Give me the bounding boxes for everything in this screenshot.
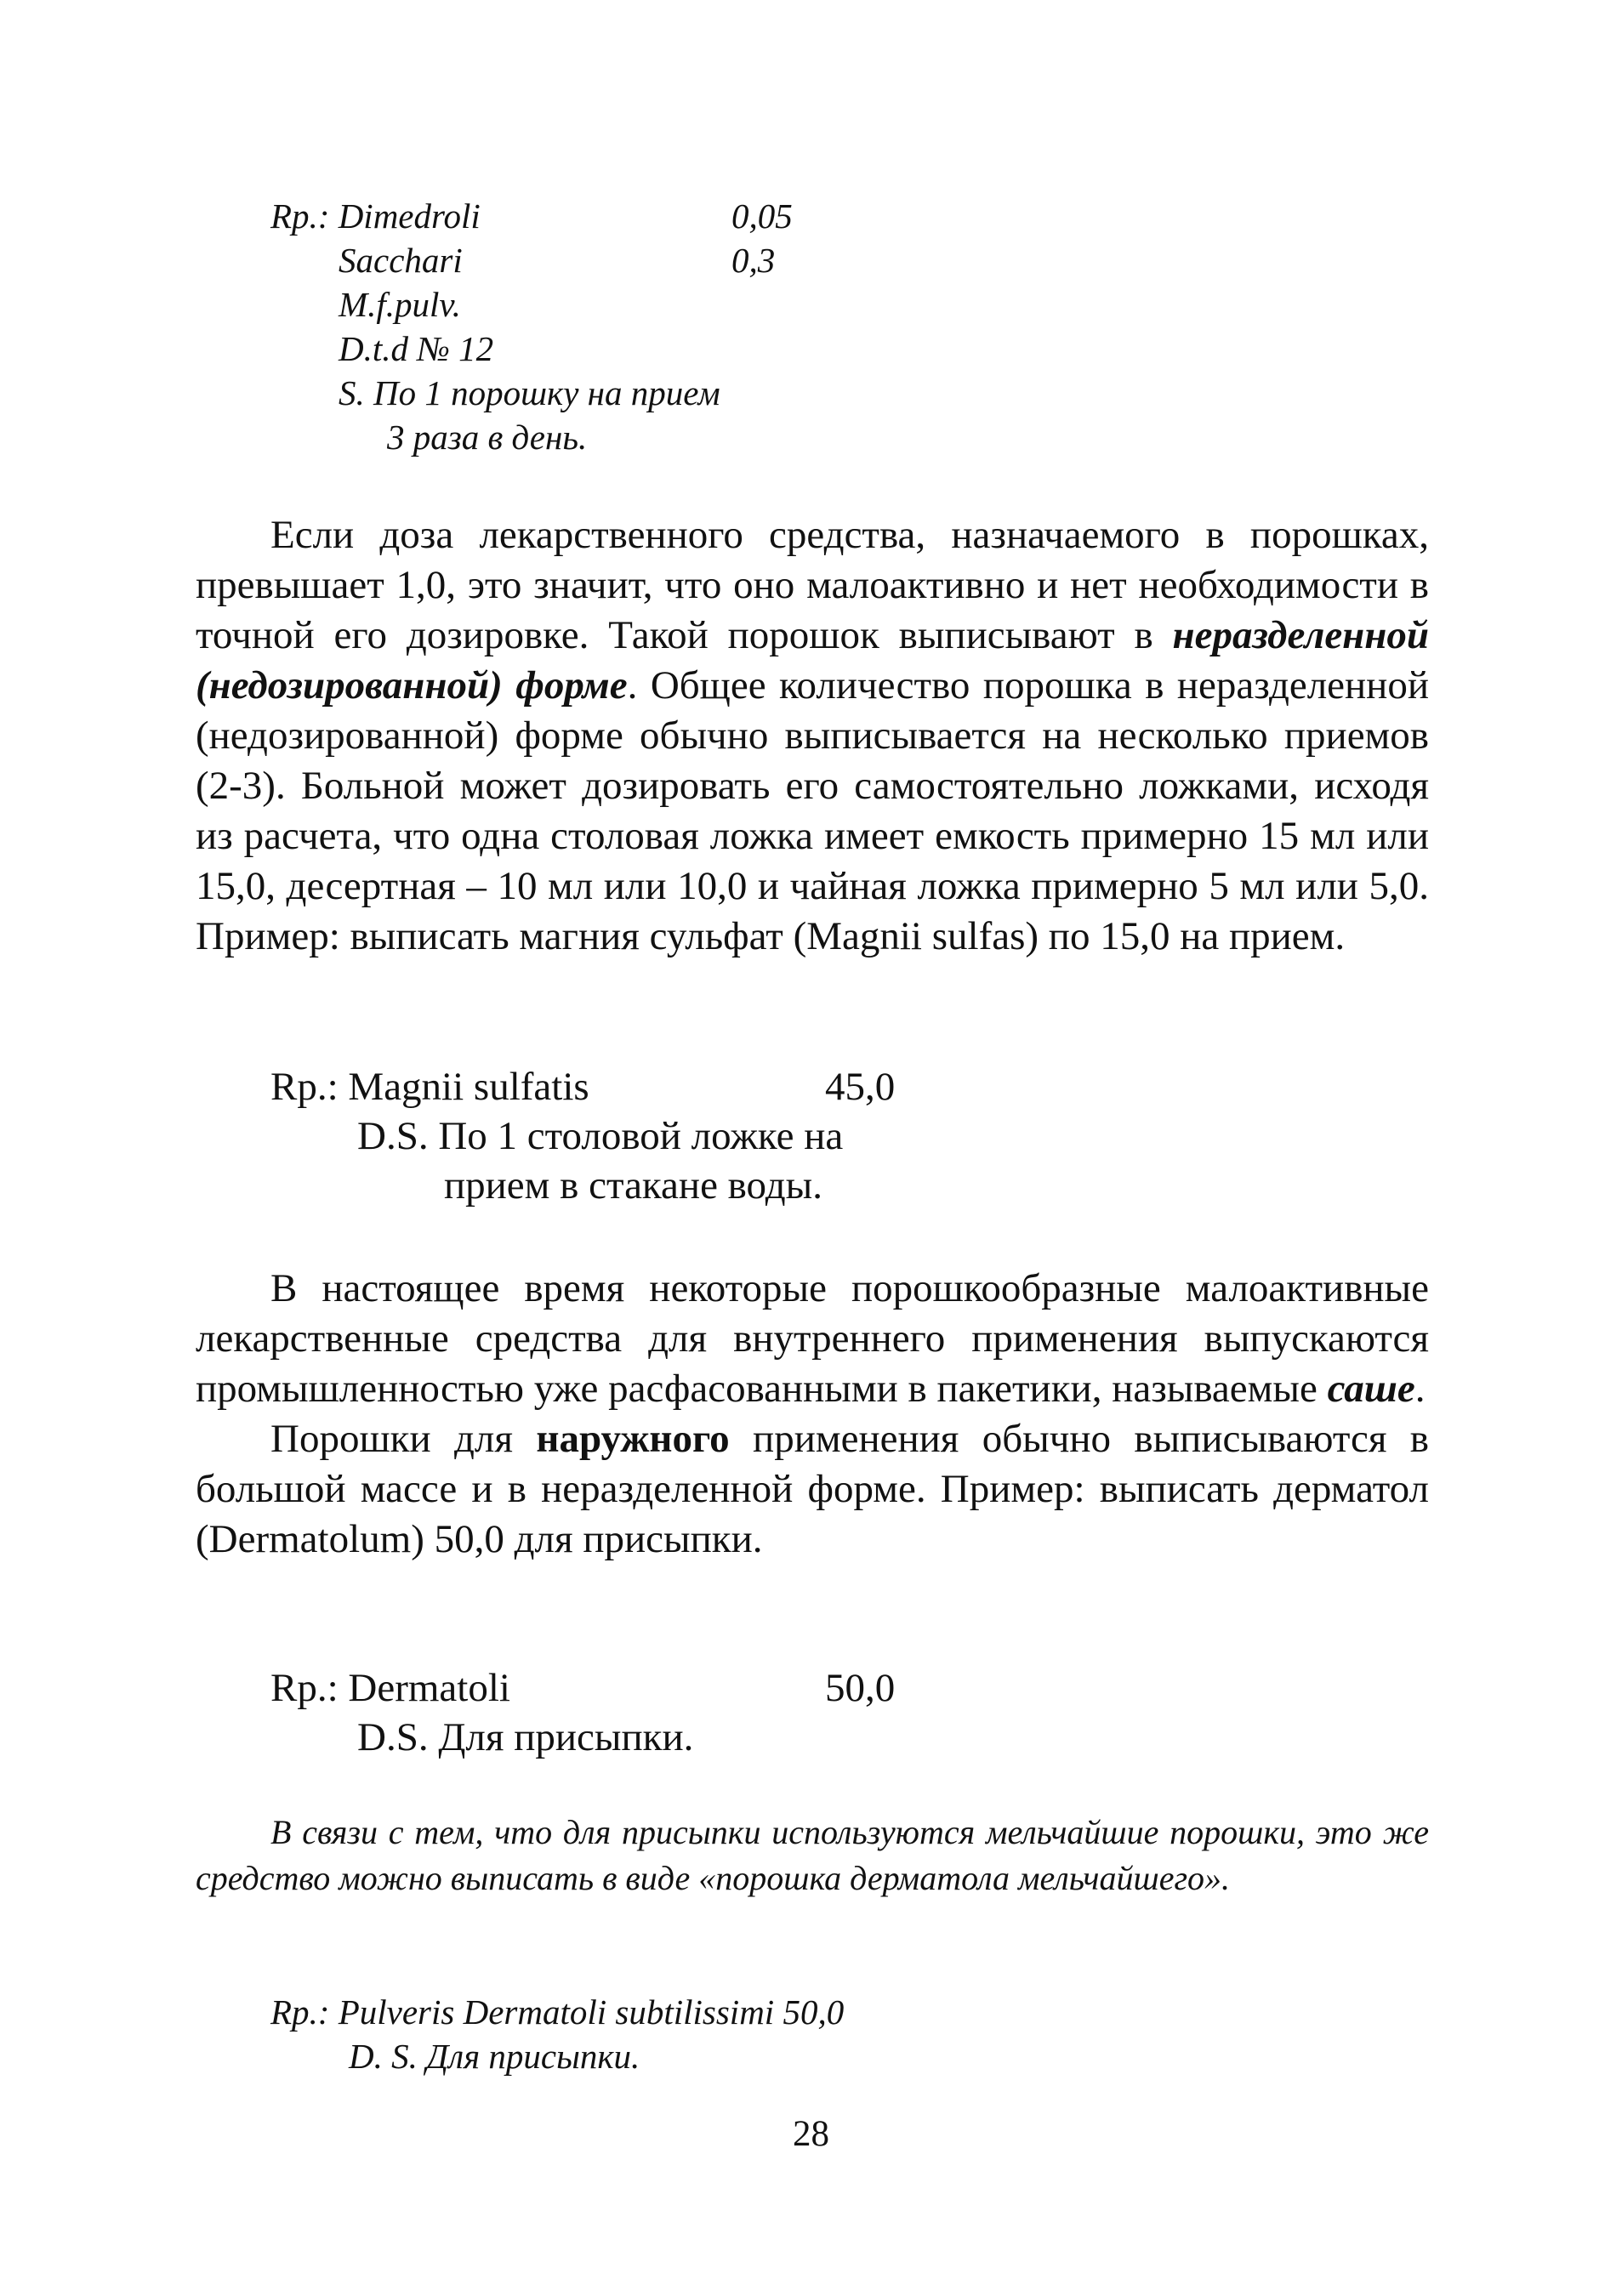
para3-bold: наружного bbox=[536, 1417, 730, 1461]
page-number: 28 bbox=[793, 2114, 829, 2154]
rx3-sig: D.S. Для присыпки. bbox=[357, 1715, 694, 1759]
rx2-name: Rp.: Magnii sulfatis bbox=[270, 1065, 589, 1109]
rx1-line-1-name: Rp.: Dimedroli bbox=[270, 196, 481, 236]
rx4-line-1: Rp.: Pulveris Dermatoli subtilissimi 50,0 bbox=[270, 1992, 845, 2032]
para3-text-2: применения обычно выписываются в большой массе и в неразделенной форме. Пример: выписать дерматол (Dermatolum) 50,0 для присыпки. bbox=[196, 1417, 1429, 1561]
para2-text-1: В настоящее время некоторые порошкообразные малоактивные лекарственные средства для внутреннего применения выпускаются промышленностью уже расфасованными в пакетики, называемые bbox=[196, 1266, 1429, 1411]
rx1-line-2-amount: 0,3 bbox=[731, 241, 776, 280]
rx1-line-1-amount: 0,05 bbox=[731, 196, 793, 236]
para2-text-2: . bbox=[1414, 1367, 1426, 1411]
rx2-sig-1: D.S. По 1 столовой ложке на bbox=[357, 1114, 844, 1158]
rx2-sig-2: прием в стакане воды. bbox=[444, 1163, 822, 1208]
note-text: В связи с тем, что для присыпки используются мельчайшие порошки, это же средство можно выписать в виде «порошка дерматола мельчайшего». bbox=[196, 1813, 1429, 1897]
rx1-line-2-name: Sacchari bbox=[339, 241, 463, 280]
para1-text-1: Если доза лекарственного средства, назначаемого в порошках, превышает 1,0, это значит, что оно малоактивно и нет необходимости в точной его дозировке. Такой порошок выписывают в bbox=[196, 513, 1429, 657]
rx1-line-5: S. По 1 порошку на прием bbox=[339, 373, 720, 412]
rx3-amount: 50,0 bbox=[825, 1666, 896, 1710]
paragraph-external-use bbox=[196, 1414, 1429, 1565]
rx3-name: Rp.: Dermatoli bbox=[270, 1666, 510, 1710]
rx1-line-6: 3 раза в день. bbox=[387, 418, 588, 457]
rx4-line-2: D. S. Для присыпки. bbox=[349, 2037, 640, 2076]
rx1-line-3: M.f.pulv. bbox=[339, 285, 461, 324]
rx1-line-4: D.t.d № 12 bbox=[339, 329, 494, 368]
note-finest-powder bbox=[196, 1810, 1429, 1901]
para3-text-1: Порошки для bbox=[270, 1417, 537, 1461]
para2-emphasis: саше bbox=[1327, 1367, 1415, 1411]
paragraph-sachet bbox=[196, 1264, 1429, 1414]
paragraph-undivided-form bbox=[196, 510, 1429, 962]
paragraphs-sachet-external bbox=[196, 1264, 1429, 1565]
rx2-amount: 45,0 bbox=[825, 1065, 896, 1109]
para1-emphasis: неразделенной (недозированной) форме bbox=[196, 613, 1429, 708]
para1-text-2: . Общее количество порошка в неразделенной (недозированной) форме обычно выписывается на несколько приемов (2-3). Больной может дозировать его самостоятельно ложками, исходя из расчета, что одна столовая ложка имеет емкость примерно 15 мл или 15,0, десертная – 10 мл или 10,0 и чайная ложка примерно 5 мл или 5,0. Пример: выписать магния сульфат (Magnii sulfas) по 15,0 на прием. bbox=[196, 663, 1429, 958]
